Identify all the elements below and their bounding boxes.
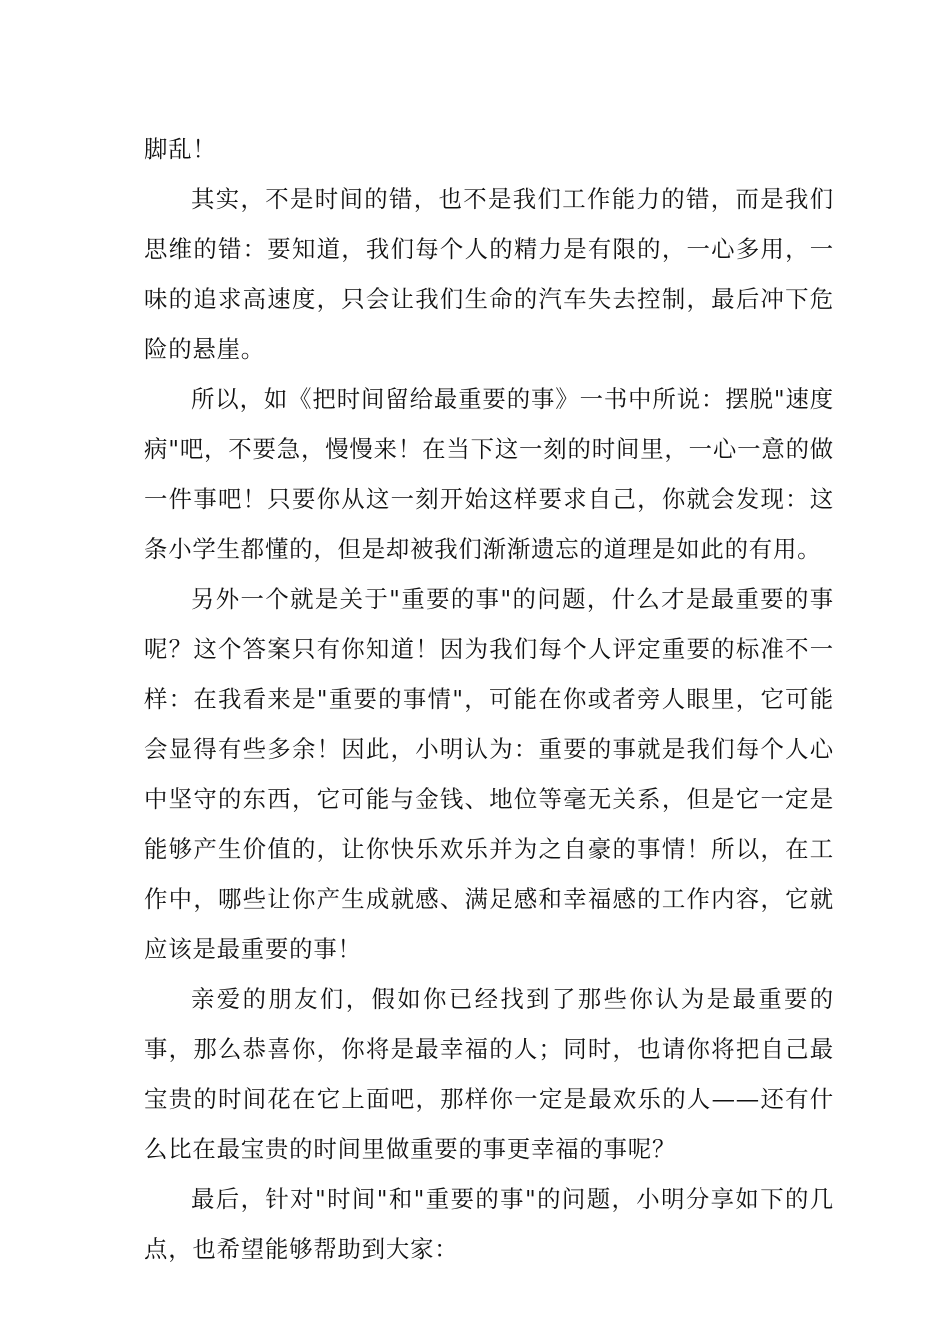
paragraph-dear-friends: 亲爱的朋友们，假如你已经找到了那些你认为是最重要的事，那么恭喜你，你将是最幸福的人；同时，也请你将把自己最宝贵的时间花在它上面吧，那样你一定是最欢乐的人——还有什么比在最宝贵的时间里做重要的事更幸福的事呢？	[144, 985, 834, 1163]
paragraph-speed-disease: 所以，如《把时间留给最重要的事》一书中所说：摆脱"速度病"吧，不要急，慢慢来！在当下这一刻的时间里，一心一意的做一件事吧！只要你从这一刻开始这样要求自己，你就会发现：这条小学生都懂的，但是却被我们渐渐遗忘的道理是如此的有用。	[144, 385, 834, 563]
paragraph-continuation: 脚乱！	[144, 135, 217, 163]
paragraph-thinking-error: 其实，不是时间的错，也不是我们工作能力的错，而是我们思维的错：要知道，我们每个人的精力是有限的，一心多用，一味的追求高速度，只会让我们生命的汽车失去控制，最后冲下危险的悬崖。	[144, 185, 834, 363]
body-text	[144, 124, 834, 1274]
paragraph-finally: 最后，针对"时间"和"重要的事"的问题，小明分享如下的几点，也希望能够帮助到大家：	[144, 1185, 834, 1263]
paragraph-important-things: 另外一个就是关于"重要的事"的问题，什么才是最重要的事呢？这个答案只有你知道！因为我们每个人评定重要的标准不一样：在我看来是"重要的事情"，可能在你或者旁人眼里，它可能会显得有些多余！因此，小明认为：重要的事就是我们每个人心中坚守的东西，它可能与金钱、地位等毫无关系，但是它一定是能够产生价值的，让你快乐欢乐并为之自豪的事情！所以，在工作中，哪些让你产生成就感、满足感和幸福感的工作内容，它就应该是最重要的事！	[144, 585, 834, 963]
